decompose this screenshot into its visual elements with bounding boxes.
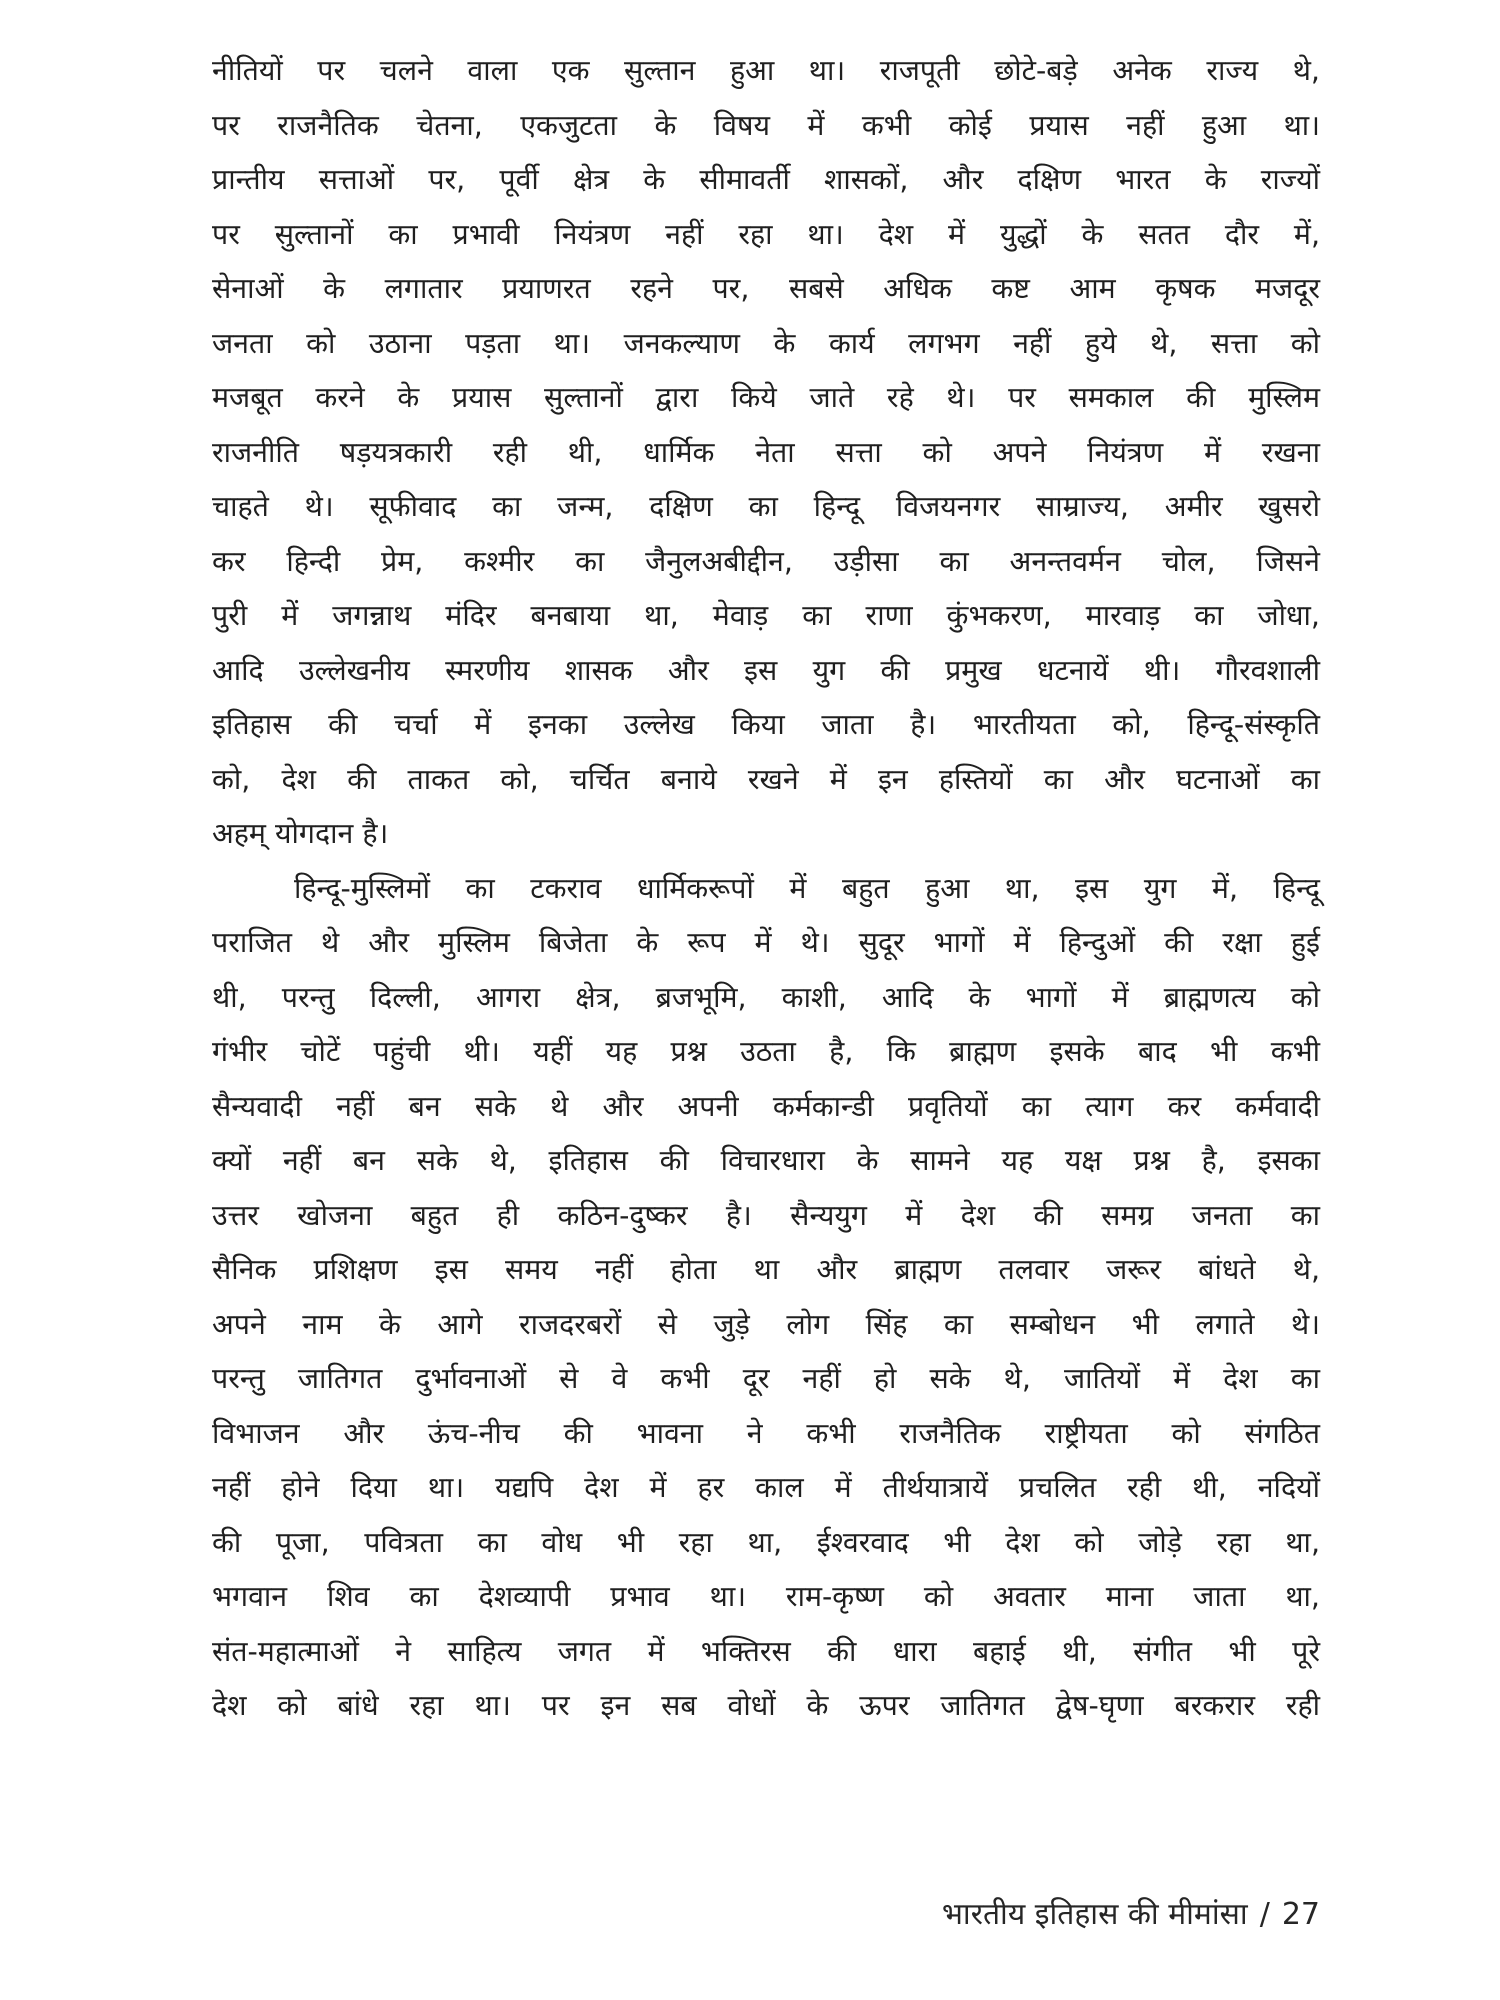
- text-line: सैनिक प्रशिक्षण इस समय नहीं होता था और ब्राह्मण तलवार जरूर बांधते थे,: [212, 1253, 1320, 1286]
- text-line: सेनाओं के लगातार प्रयाणरत रहने पर, सबसे अधिक कष्ट आम कृषक मजदूर: [212, 272, 1320, 305]
- text-line: पर राजनैतिक चेतना, एकजुटता के विषय में कभी कोई प्रयास नहीं हुआ था।: [212, 108, 1320, 142]
- text-line: प्रान्तीय सत्ताओं पर, पूर्वी क्षेत्र के सीमावर्ती शासकों, और दक्षिण भारत के राज्यों: [212, 163, 1320, 196]
- text-line: पर सुल्तानों का प्रभावी नियंत्रण नहीं रहा था। देश में युद्धों के सतत दौर में,: [212, 217, 1320, 251]
- text-line: जनता को उठाना पड़ता था। जनकल्याण के कार्य लगभग नहीं हुये थे, सत्ता को: [212, 326, 1320, 360]
- text-line: कर हिन्दी प्रेम, कश्मीर का जैनुलअबीद्दीन, उड़ीसा का अनन्तवर्मन चोल, जिसने: [212, 544, 1320, 578]
- text-line: सैन्यवादी नहीं बन सके थे और अपनी कर्मकान्डी प्रवृतियों का त्याग कर कर्मवादी: [212, 1089, 1320, 1123]
- page-footer: [820, 1895, 1320, 1935]
- text-line: अपने नाम के आगे राजदरबरों से जुड़े लोग सिंह का सम्बोधन भी लगाते थे।: [212, 1307, 1320, 1341]
- text-line: आदि उल्लेखनीय स्मरणीय शासक और इस युग की प्रमुख धटनायें थी। गौरवशाली: [212, 653, 1320, 687]
- text-line: अहम् योगदान है।: [212, 817, 389, 850]
- footer-separator: /: [1259, 1897, 1270, 1932]
- paragraph-2: [212, 862, 1320, 1734]
- text-line: को, देश की ताकत को, चर्चित बनाये रखने में इन हस्तियों का और घटनाओं का: [212, 762, 1320, 796]
- text-line: संत-महात्माओं ने साहित्य जगत में भक्तिरस की धारा बहाई थी, संगीत भी पूरे: [212, 1634, 1320, 1668]
- text-line: पराजित थे और मुस्लिम बिजेता के रूप में थे। सुदूर भागों में हिन्दुओं की रक्षा हुई: [212, 926, 1320, 959]
- text-line: क्यों नहीं बन सके थे, इतिहास की विचारधारा के सामने यह यक्ष प्रश्न है, इसका: [212, 1144, 1320, 1177]
- paragraph-1: [212, 44, 1320, 862]
- text-line: राजनीति षड़यत्रकारी रही थी, धार्मिक नेता सत्ता को अपने नियंत्रण में रखना: [212, 435, 1320, 469]
- text-line: थी, परन्तु दिल्ली, आगरा क्षेत्र, ब्रजभूमि, काशी, आदि के भागों में ब्राह्मणत्य को: [212, 980, 1320, 1014]
- text-line: पुरी में जगन्नाथ मंदिर बनबाया था, मेवाड़ का राणा कुंभकरण, मारवाड़ का जोधा,: [212, 599, 1320, 632]
- text-line: की पूजा, पवित्रता का वोध भी रहा था, ईश्वरवाद भी देश को जोड़े रहा था,: [212, 1525, 1320, 1559]
- text-line: मजबूत करने के प्रयास सुल्तानों द्वारा किये जाते रहे थे। पर समकाल की मुस्लिम: [212, 381, 1320, 414]
- text-line: परन्तु जातिगत दुर्भावनाओं से वे कभी दूर नहीं हो सके थे, जातियों में देश का: [212, 1362, 1320, 1395]
- text-line: गंभीर चोटें पहुंची थी। यहीं यह प्रश्न उठता है, कि ब्राह्मण इसके बाद भी कभी: [212, 1035, 1320, 1068]
- text-line: चाहते थे। सूफीवाद का जन्म, दक्षिण का हिन्दू विजयनगर साम्राज्य, अमीर खुसरो: [212, 490, 1320, 523]
- book-title: भारतीय इतिहास की मीमांसा: [941, 1897, 1248, 1932]
- text-line: नीतियों पर चलने वाला एक सुल्तान हुआ था। राजपूती छोटे-बड़े अनेक राज्य थे,: [212, 54, 1320, 87]
- text-line: हिन्दू-मुस्लिमों का टकराव धार्मिकरूपों में बहुत हुआ था, इस युग में, हिन्दू: [294, 871, 1320, 905]
- text-line: उत्तर खोजना बहुत ही कठिन-दुष्कर है। सैन्ययुग में देश की समग्र जनता का: [212, 1198, 1320, 1232]
- page-number: 27: [1281, 1897, 1320, 1932]
- text-line: विभाजन और ऊंच-नीच की भावना ने कभी राजनैतिक राष्ट्रीयता को संगठित: [212, 1416, 1320, 1450]
- text-line: नहीं होने दिया था। यद्यपि देश में हर काल में तीर्थयात्रायें प्रचलित रही थी, नदियों: [212, 1471, 1320, 1504]
- text-line: भगवान शिव का देशव्यापी प्रभाव था। राम-कृष्ण को अवतार माना जाता था,: [212, 1580, 1320, 1613]
- text-line: इतिहास की चर्चा में इनका उल्लेख किया जाता है। भारतीयता को, हिन्दू-संस्कृति: [212, 708, 1320, 741]
- text-line: देश को बांधे रहा था। पर इन सब वोधों के ऊपर जातिगत द्वेष-घृणा बरकरार रही: [212, 1689, 1320, 1722]
- page-body: [212, 44, 1320, 1734]
